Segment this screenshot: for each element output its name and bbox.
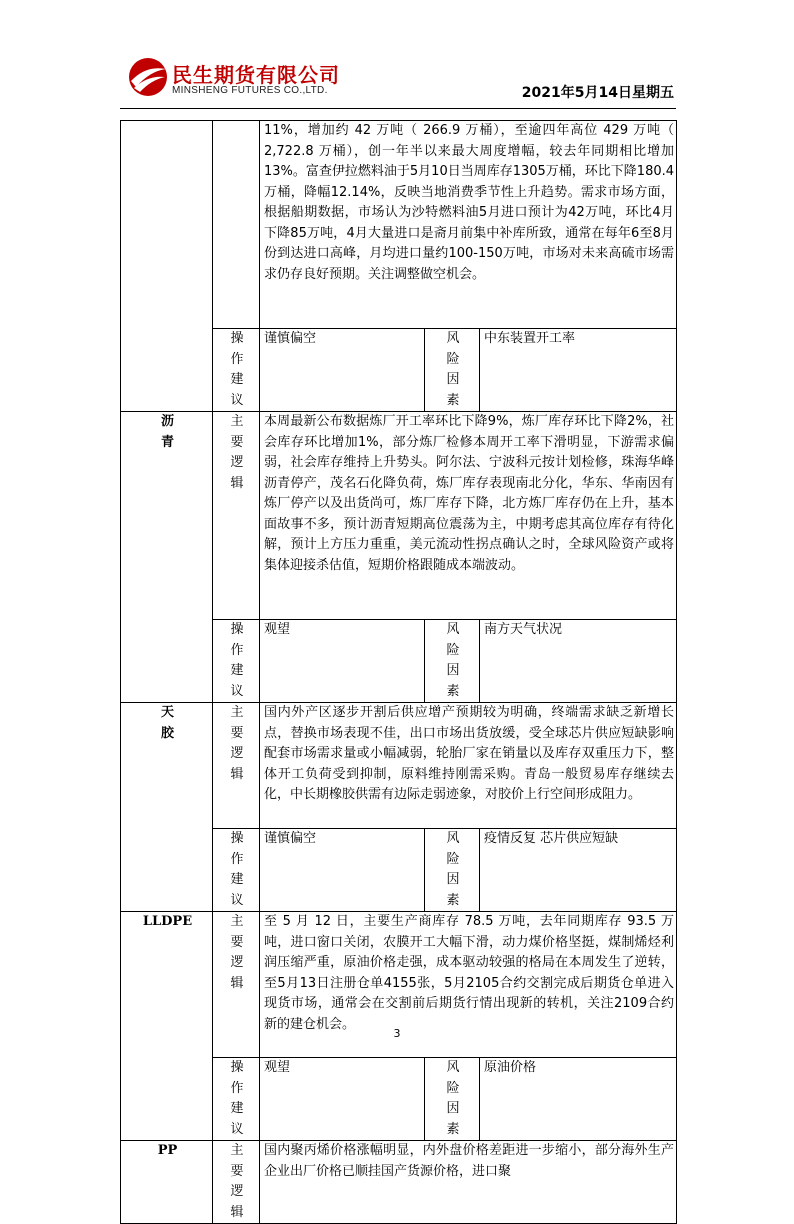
product-name: 天胶 bbox=[121, 703, 213, 912]
action-label: 操作建议 bbox=[213, 620, 260, 703]
logic-text: 11%，增加约 42 万吨（ 266.9 万桶），至逾四年高位 429 万吨（ 2,722.8 万桶），创一年半以来最大周度增幅，较去年同期相比增加 13%。富查伊拉燃料油于5月10日当周库存1305万桶，环比下降180.4万桶，降幅12.14%，反映当地消费季节性上升趋势。需求市场方面，根据船期数据，市场认为沙特燃料油5月进口预计为42万吨，环比4月下降85万吨，4月大量进口是斋月前集中补库所致，通常在每年6至8月份到达进口高峰，月均进口量约100-150万吨，市场对未来高硫市场需求仍存良好预期。关注调整做空机会。 bbox=[260, 121, 677, 329]
company-logo bbox=[126, 55, 366, 103]
logic-label: 主要逻辑 bbox=[213, 703, 260, 829]
risk-value: 南方天气状况 bbox=[480, 620, 677, 703]
table-row bbox=[121, 121, 677, 329]
risk-label: 风险因素 bbox=[425, 829, 480, 912]
risk-value: 原油价格 bbox=[480, 1058, 677, 1141]
company-name-cn: 民生期货有限公司 bbox=[172, 63, 340, 87]
logic-text: 本周最新公布数据炼厂开工率环比下降9%，炼厂库存环比下降2%，社会库存环比增加1%，部分炼厂检修本周开工率下滑明显，下游需求偏弱，社会库存维持上升势头。阿尔法、宁波科元按计划检修，珠海华峰沥青停产，茂名石化降负荷，炼厂库存表现南北分化，华东、华南因有炼厂停产以及出货尚可，炼厂库存下降，北方炼厂库存仍在上升，基本面故事不多，预计沥青短期高位震荡为主，中期考虑其高位库存有待化解，预计上方压力重重，美元流动性拐点确认之时，全球风险资产或将集体迎接杀估值，短期价格跟随成本端波动。 bbox=[260, 412, 677, 620]
product-name: LLDPE bbox=[121, 912, 213, 1141]
header-divider bbox=[120, 108, 676, 109]
action-label: 操作建议 bbox=[213, 829, 260, 912]
logic-label: 主要逻辑 bbox=[213, 912, 260, 1058]
risk-value: 疫情反复 芯片供应短缺 bbox=[480, 829, 677, 912]
action-label: 操作建议 bbox=[213, 329, 260, 412]
table-row bbox=[121, 412, 677, 620]
logic-text: 至 5 月 12 日，主要生产商库存 78.5 万吨，去年同期库存 93.5 万吨，进口窗口关闭，农膜开工大幅下滑，动力煤价格坚挺，煤制烯烃利润压缩严重，原油价格走强，成本驱动较强的格局在本周发生了逆转，至5月13日注册仓单4155张，5月2105合约交割完成后期货仓单进入现货市场，通常会在交割前后期货行情出现新的转机，关注2109合约新的建仓机会。 bbox=[260, 912, 677, 1058]
product-name bbox=[121, 121, 213, 412]
action-value: 谨慎偏空 bbox=[260, 329, 425, 412]
logic-text: 国内聚丙烯价格涨幅明显，内外盘价格差距进一步缩小，部分海外生产企业出厂价格已顺挂国产货源价格，进口聚 bbox=[260, 1141, 677, 1224]
product-name: 沥青 bbox=[121, 412, 213, 703]
page-number: 3 bbox=[393, 1027, 401, 1040]
report-date: 2021年5月14日星期五 bbox=[521, 85, 674, 101]
company-emblem-icon bbox=[126, 55, 170, 99]
risk-value: 中东装置开工率 bbox=[480, 329, 677, 412]
risk-label: 风险因素 bbox=[425, 620, 480, 703]
table-row bbox=[121, 703, 677, 829]
product-name: PP bbox=[121, 1141, 213, 1224]
company-name-en: MINSHENG FUTURES CO.,LTD. bbox=[172, 85, 328, 96]
action-label: 操作建议 bbox=[213, 1058, 260, 1141]
logic-label bbox=[213, 121, 260, 329]
action-value: 观望 bbox=[260, 620, 425, 703]
risk-label: 风险因素 bbox=[425, 329, 480, 412]
action-value: 观望 bbox=[260, 1058, 425, 1141]
market-analysis-table bbox=[120, 120, 677, 1224]
logic-text: 国内外产区逐步开割后供应增产预期较为明确，终端需求缺乏新增长点，替换市场表现不佳，出口市场出货放缓，受全球芯片供应短缺影响配套市场需求量或小幅减弱，轮胎厂家在销量以及库存双重压力下，整体开工负荷受到抑制，原料维持刚需采购。青岛一般贸易库存继续去化，中长期橡胶供需有边际走弱迹象，对胶价上行空间形成阻力。 bbox=[260, 703, 677, 829]
table-row bbox=[121, 1141, 677, 1224]
logic-label: 主要逻辑 bbox=[213, 1141, 260, 1224]
risk-label: 风险因素 bbox=[425, 1058, 480, 1141]
logic-label: 主要逻辑 bbox=[213, 412, 260, 620]
action-value: 谨慎偏空 bbox=[260, 829, 425, 912]
